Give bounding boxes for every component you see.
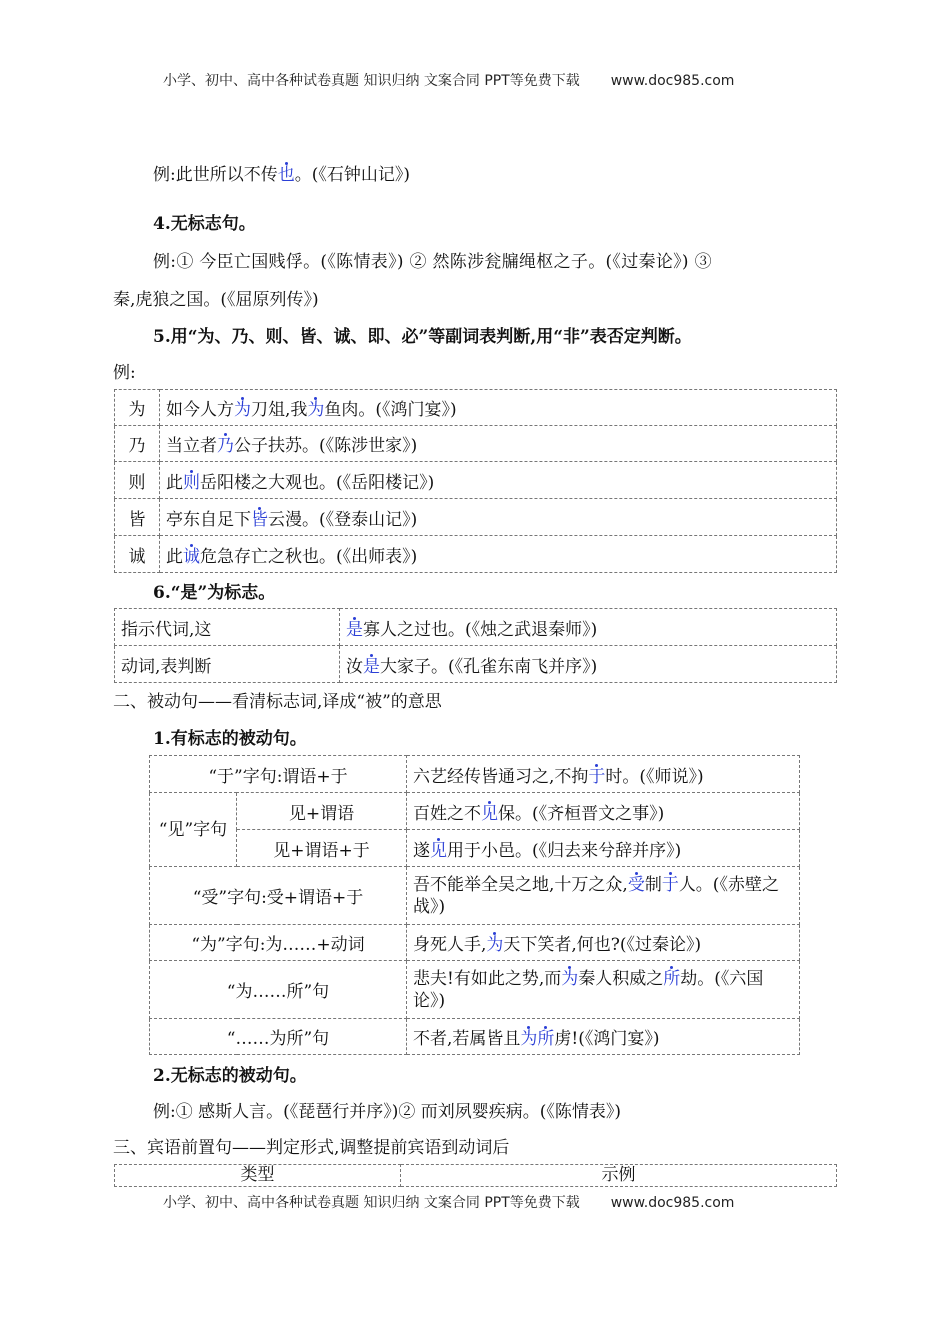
example-cell: 当立者乃公子扶苏。(《陈涉世家》) [160, 426, 837, 462]
part-2-sub1-title: 1.有标志的被动句。 [153, 729, 307, 749]
example-cell: 百姓之不见保。(《齐桓晋文之事》) [407, 793, 800, 830]
table-row [115, 426, 837, 462]
example-cell: 此则岳阳楼之大观也。(《岳阳楼记》) [160, 462, 837, 499]
part-2-title: 二、被动句——看清标志词,译成“被”的意思 [113, 692, 442, 712]
example-cell: 是寡人之过也。(《烛之武退秦师》) [340, 609, 837, 646]
type-cell: “为”字句:为……+动词 [150, 925, 407, 961]
example-cell: 遂见用于小邑。(《归去来兮辞并序》) [407, 830, 800, 867]
keyword-cell: 诚 [115, 536, 160, 573]
example-cell: 身死人手,为天下笑者,何也?(《过秦论》) [407, 925, 800, 961]
example-cell: 此诚危急存亡之秋也。(《出师表》) [160, 536, 837, 573]
example-cell: 亭东自足下皆云漫。(《登泰山记》) [160, 499, 837, 536]
page-header [163, 70, 734, 90]
section-4-example-line2: 秦,虎狼之国。(《屈原列传》) [113, 290, 319, 310]
table-row [150, 961, 800, 1019]
emphasis-word: 也 [277, 165, 295, 185]
type-cell: “为……所”句 [150, 961, 407, 1019]
table-row [150, 830, 800, 867]
example-cell: 吾不能举全吴之地,十万之众,受制于人。(《赤壁之战》) [407, 867, 800, 925]
keyword-cell: 皆 [115, 499, 160, 536]
table-row [150, 925, 800, 961]
type-cell: 见+谓语+于 [237, 830, 407, 867]
section-4-title: 4.无标志句。 [153, 214, 256, 234]
footer-url[interactable]: www.doc985.com [610, 1195, 735, 1211]
passive-marker-table [149, 755, 800, 1055]
usage-cell: 动词,表判断 [115, 646, 340, 683]
header-url[interactable]: www.doc985.com [610, 73, 735, 89]
section-5-title: 5.用“为、乃、则、皆、诚、即、必”等副词表判断,用“非”表否定判断。 [153, 327, 692, 347]
table-row [115, 536, 837, 573]
type-cell: “受”字句:受+谓语+于 [150, 867, 407, 925]
example-cell: 不者,若属皆且为所虏!(《鸿门宴》) [407, 1019, 800, 1055]
table-row [115, 462, 837, 499]
footer-text: 小学、初中、高中各种试卷真题 知识归纳 文案合同 PPT等免费下载 [163, 1195, 580, 1211]
table-row [150, 756, 800, 793]
column-header-type: 类型 [115, 1165, 401, 1187]
table-row [150, 1019, 800, 1055]
example-cell: 汝是大家子。(《孔雀东南飞并序》) [340, 646, 837, 683]
table-row [115, 609, 837, 646]
page-footer [163, 1192, 734, 1212]
table-row [115, 646, 837, 683]
example-cell: 悲夫!有如此之势,而为秦人积威之所劫。(《六国论》) [407, 961, 800, 1019]
adverb-judgment-table [114, 389, 837, 573]
intro-example: 例:此世所以不传也。(《石钟山记》) [153, 165, 410, 185]
part-3-title: 三、宾语前置句——判定形式,调整提前宾语到动词后 [113, 1138, 510, 1158]
keyword-cell: 则 [115, 462, 160, 499]
table-row [150, 793, 800, 830]
jian-type-cell: “见”字句 [150, 793, 237, 867]
column-header-example: 示例 [401, 1165, 837, 1187]
table-row [115, 499, 837, 536]
section-6-title: 6.“是”为标志。 [153, 583, 276, 603]
example-cell: 六艺经传皆通习之,不拘于时。(《师说》) [407, 756, 800, 793]
table-row [115, 390, 837, 426]
usage-cell: 指示代词,这 [115, 609, 340, 646]
shi-judgment-table [114, 608, 837, 683]
part-2-sub2-example: 例:① 感斯人言。(《琵琶行并序》)② 而刘夙婴疾病。(《陈情表》) [153, 1102, 622, 1122]
table-row [150, 867, 800, 925]
table-header-row [115, 1165, 837, 1187]
header-text: 小学、初中、高中各种试卷真题 知识归纳 文案合同 PPT等免费下载 [163, 73, 580, 89]
type-cell: “……为所”句 [150, 1019, 407, 1055]
keyword-cell: 为 [115, 390, 160, 426]
example-cell: 如今人方为刀俎,我为鱼肉。(《鸿门宴》) [160, 390, 837, 426]
example-label: 例: [113, 363, 136, 383]
type-cell: 见+谓语 [237, 793, 407, 830]
object-preposing-table [114, 1164, 837, 1187]
type-cell: “于”字句:谓语+于 [150, 756, 407, 793]
section-4-example-line1: 例:① 今臣亡国贱俘。(《陈情表》) ② 然陈涉瓮牖绳枢之子。(《过秦论》) ③ [153, 252, 712, 272]
part-2-sub2-title: 2.无标志的被动句。 [153, 1066, 307, 1086]
keyword-cell: 乃 [115, 426, 160, 462]
